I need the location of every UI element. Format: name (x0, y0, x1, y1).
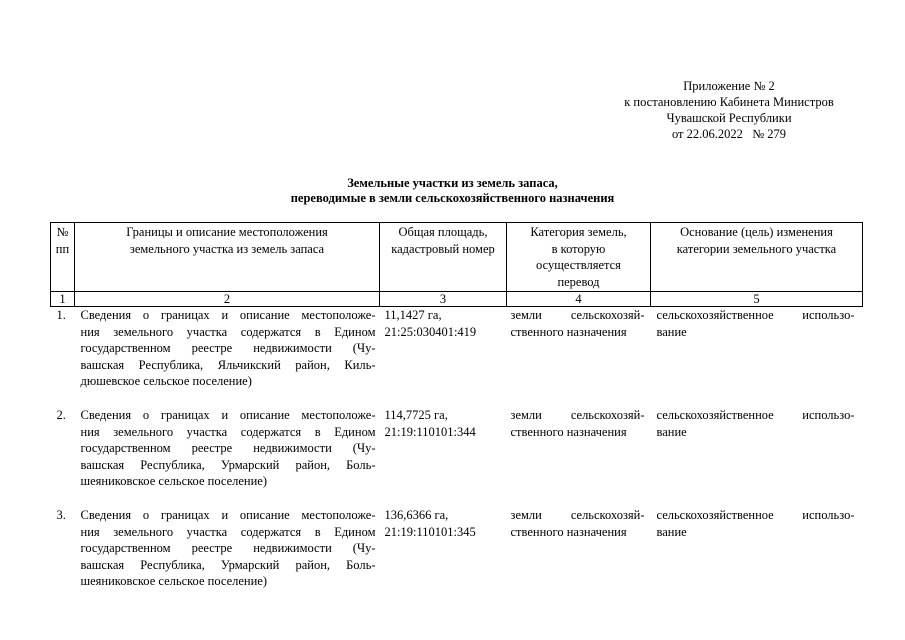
header-text: осуществляется (536, 258, 621, 272)
plot-area (380, 407, 507, 507)
column-number: 1 (51, 292, 75, 307)
category-line: земли сельскохозяй- (510, 508, 645, 522)
land-plots-table (50, 222, 863, 607)
description-line: государственном реестре недвижимости (Чу- (80, 441, 376, 455)
header-basis (651, 223, 863, 292)
description-line: Сведения о границах и описание местоположе- (80, 408, 376, 422)
description-line: ния земельного участка содержатся в Едином (80, 424, 376, 439)
description-line: Сведения о границах и описание местоположе- (80, 508, 376, 522)
plot-area (380, 307, 507, 408)
land-category (507, 507, 651, 607)
header-number (51, 223, 75, 292)
plot-description (75, 507, 380, 607)
category-line: земли сельскохозяй- (510, 308, 645, 322)
table-row (51, 507, 863, 607)
table-row (51, 407, 863, 507)
category-line: ственного назначения (510, 524, 627, 539)
appendix-line: Приложение № 2 (683, 79, 775, 93)
header-text: земельного участка из земель запаса (129, 241, 325, 256)
title-line: Земельные участки из земель запаса, (347, 176, 558, 190)
row-number: 3. (56, 508, 66, 522)
header-text: в которую (551, 241, 606, 256)
area-value: 136,6366 га, (384, 508, 449, 522)
description-line: шеяниковское сельское поселение) (80, 574, 268, 588)
header-text: пп (55, 241, 70, 256)
row-number: 2. (56, 408, 66, 422)
plot-description (75, 307, 380, 408)
description-line: вашская Республика, Яльчикский район, Киль- (80, 357, 376, 372)
description-line: государственном реестре недвижимости (Чу- (80, 541, 376, 555)
column-number: 4 (507, 292, 651, 307)
header-text: Границы и описание местоположения (126, 225, 328, 239)
appendix-block (600, 78, 858, 142)
cadastral-number: 21:25:030401:419 (384, 324, 477, 339)
basis-line: сельскохозяйственное использо- (656, 308, 855, 322)
column-number-row (51, 292, 863, 307)
column-number: 2 (75, 292, 380, 307)
title-line: переводимые в земли сельскохозяйственного назначения (290, 191, 615, 205)
plot-area (380, 507, 507, 607)
description-line: государственном реестре недвижимости (Чу- (80, 341, 376, 355)
header-text: кадастровый номер (391, 241, 495, 256)
header-description (75, 223, 380, 292)
column-number: 3 (380, 292, 507, 307)
plot-description (75, 407, 380, 507)
change-basis (651, 307, 863, 408)
appendix-line: к постановлению Кабинета Министров (624, 95, 834, 109)
land-category (507, 307, 651, 408)
header-text: Основание (цель) изменения (680, 225, 833, 239)
appendix-date-line: от 22.06.2022 № 279 (671, 127, 787, 141)
change-basis (651, 407, 863, 507)
category-line: ственного назначения (510, 424, 627, 439)
cadastral-number: 21:19:110101:344 (384, 424, 476, 439)
description-line: дюшевское сельское поселение) (80, 374, 252, 388)
description-line: Сведения о границах и описание местоположе- (80, 308, 376, 322)
header-text: перевод (557, 274, 600, 289)
description-line: ния земельного участка содержатся в Едином (80, 324, 376, 339)
row-number: 1. (56, 308, 66, 322)
table-row (51, 307, 863, 408)
change-basis (651, 507, 863, 607)
basis-line: сельскохозяйственное использо- (656, 508, 855, 522)
header-text: категории земельного участка (676, 241, 837, 256)
header-text: № (56, 225, 69, 239)
header-area (380, 223, 507, 292)
area-value: 114,7725 га, (384, 408, 448, 422)
cadastral-number: 21:19:110101:345 (384, 524, 476, 539)
document-title (200, 176, 705, 206)
header-text: Категория земель, (530, 225, 627, 239)
category-line: земли сельскохозяй- (510, 408, 645, 422)
area-value: 11,1427 га, (384, 308, 442, 322)
basis-line: вание (656, 324, 687, 339)
basis-line: вание (656, 524, 687, 539)
basis-line: вание (656, 424, 687, 439)
basis-line: сельскохозяйственное использо- (656, 408, 855, 422)
description-line: вашская Республика, Урмарский район, Боль- (80, 457, 376, 472)
description-line: вашская Республика, Урмарский район, Боль- (80, 557, 376, 572)
column-number: 5 (651, 292, 863, 307)
appendix-line: Чувашской Республики (666, 111, 792, 125)
header-text: Общая площадь, (398, 225, 488, 239)
description-line: ния земельного участка содержатся в Едином (80, 524, 376, 539)
category-line: ственного назначения (510, 324, 627, 339)
land-category (507, 407, 651, 507)
description-line: шеяниковское сельское поселение) (80, 474, 268, 488)
table-header-row (51, 223, 863, 292)
header-category (507, 223, 651, 292)
